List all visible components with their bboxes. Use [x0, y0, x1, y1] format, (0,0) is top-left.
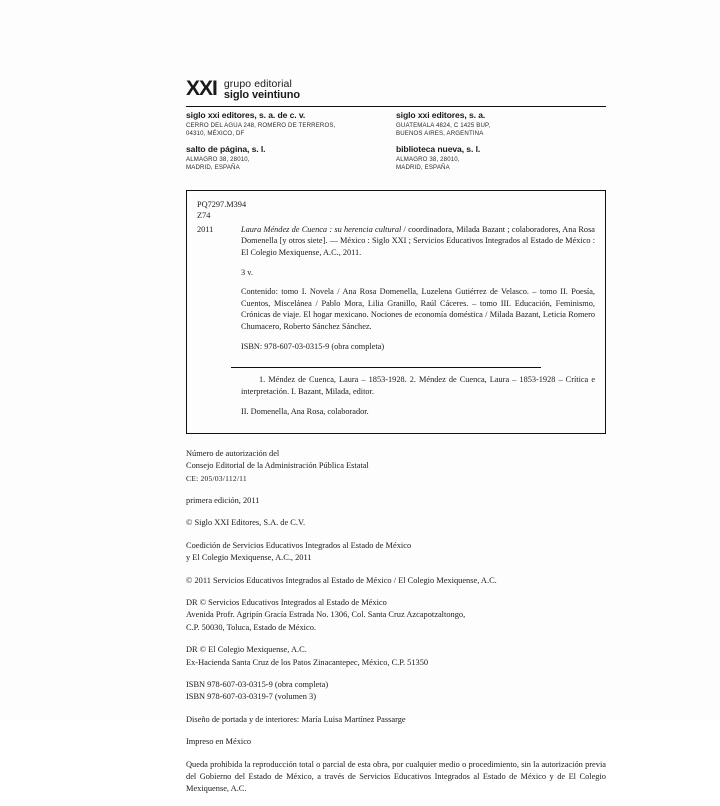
edition-statement: primera edición, 2011 [186, 495, 260, 505]
authorization-number [186, 448, 606, 485]
cip-title-statement [241, 224, 595, 258]
imprint-siglo-xxi-mexico [186, 111, 396, 138]
imprint-address-line: 04310, MÉXICO, DF [186, 129, 245, 137]
cip-subject-headings: 1. Méndez de Cuenca, Laura – 1853-1928. 2. Méndez de Cuenca, Laura – 1853-1928 – Crítica e interpretación. I. Bazant, Milada, editor. [241, 375, 595, 396]
isbn-block [186, 679, 606, 704]
design-credit: Diseño de portada y de interiores: María Luisa Martínez Passarge [186, 714, 406, 724]
imprint-biblioteca-nueva [396, 145, 606, 172]
imprint-siglo-xxi-argentina [396, 111, 606, 138]
masthead-divider [186, 106, 606, 107]
call-number-line-2: Z74 [197, 211, 211, 221]
cip-isbn: ISBN: 978-607-03-0315-9 (obra completa) [241, 342, 385, 352]
rights-seiem-line-1: DR © Servicios Educativos Integrados al Estado de México [186, 597, 387, 607]
rights-seiem-line-3: C.P. 50030, Toluca, Estado de México. [186, 622, 316, 632]
cip-subject-divider [231, 367, 541, 368]
rights-colegio-line-2: Ex-Hacienda Santa Cruz de los Patos Zinacantepec, México, C.P. 51350 [186, 657, 429, 667]
imprint-name: biblioteca nueva, s. l. [396, 144, 481, 155]
publisher-logo-line1: grupo editorial [223, 78, 292, 90]
copyright-publisher: © Siglo XXI Editores, S.A. de C.V. [186, 518, 306, 528]
publisher-logo-line2: siglo veintiuno [223, 88, 300, 101]
authorization-line-2: Consejo Editorial de la Administración Pública Estatal [186, 461, 369, 471]
imprint-name: salto de página, s. l. [186, 144, 266, 155]
imprint-address-line: ALMAGRO 38, 28010, [396, 155, 460, 163]
cip-body [241, 224, 595, 362]
imprint-salto-de-pagina [186, 145, 396, 172]
imprint-list [186, 111, 606, 180]
cip-year: 2011 [197, 224, 214, 234]
rights-reserved-notice: Queda prohibida la reproducción total o parcial de esta obra, por cualquier medio o procedimiento, sin la autorización previa del Gobierno del Estado de México, a través de Servicios Educativos Integrados al Estado de México y de El Colegio Mexiquense, A.C. [186, 759, 606, 794]
imprint-name: siglo xxi editores, s. a. [396, 110, 486, 120]
cip-statement-of-responsibility: / coordinadora, Milada Bazant ; colaboradores, Ana Rosa Domenella [y otros siete]. — México : Siglo XXI ; Servicios Educativos Integrados al Estado de México : El Colegio Mexiquense, A.C., 2011. [241, 224, 595, 257]
isbn-obra-completa: ISBN 978-607-03-0315-9 (obra completa) [186, 679, 329, 689]
imprint-address-line: CERRO DEL AGUA 248, ROMERO DE TERREROS, [186, 121, 336, 129]
authorization-line-1: Número de autorización del [186, 448, 280, 458]
rights-colegio [186, 644, 606, 669]
imprint-column-right [396, 111, 606, 180]
rights-seiem [186, 597, 606, 634]
publisher-logo [186, 78, 606, 100]
cip-added-entries: II. Domenella, Ana Rosa, colaborador. [241, 407, 369, 417]
imprint-address-line: MADRID, ESPAÑA [396, 164, 450, 172]
cip-box-fade [188, 419, 604, 433]
imprint-column-left [186, 111, 396, 180]
copyright-coedition: © 2011 Servicios Educativos Integrados al Estado de México / El Colegio Mexiquense, A.C. [186, 575, 497, 585]
imprint-address-line: MADRID, ESPAÑA [186, 164, 240, 172]
printed-in: Impreso en México [186, 737, 252, 747]
coedition-line-2: y El Colegio Mexiquense, A.C., 2011 [186, 553, 312, 563]
cip-record-box [186, 190, 606, 434]
publisher-logo-text [224, 78, 300, 100]
coedition-line-1: Coedición de Servicios Educativos Integrados al Estado de México [186, 540, 412, 550]
rights-seiem-line-2: Avenida Profr. Agripín Gracía Estrada No. 1306, Col. Santa Cruz Azcapotzaltongo, [186, 610, 466, 620]
authorization-code: CE: 205/03/112/11 [186, 473, 247, 483]
page-content [186, 78, 606, 806]
imprint-address-line: BUENOS AIRES, ARGENTINA [396, 129, 484, 137]
imprint-address-line: ALMAGRO 38, 28010, [186, 155, 250, 163]
call-number-line-1: PQ7297.M394 [197, 199, 247, 209]
isbn-volumen: ISBN 978-607-03-0319-7 (volumen 3) [186, 692, 317, 702]
cip-extent: 3 v. [241, 268, 253, 278]
legal-block [186, 448, 606, 796]
cip-title-italic: Laura Méndez de Cuenca : su herencia cultural [241, 224, 402, 234]
call-number-block [197, 199, 595, 222]
cip-main [197, 224, 595, 362]
cip-contents-note: Contenido: tomo I. Novela / Ana Rosa Domenella, Luzelena Gutiérrez de Velasco. – tomo II. Poesía, Cuentos, Miscelánea / Pablo Mora, Lilia Granillo, Raúl Cáceres. – tomo III. Educación, Feminismo, Crónicas de viaje. El hogar mexicano. Nociones de economía doméstica / Milada Bazant, Leticia Romero Chumacero, Roberto Sánchez Sánchez. [241, 287, 595, 331]
siglo-xxi-mark-icon: XXI [186, 77, 217, 100]
imprint-name: siglo xxi editores, s. a. de c. v. [186, 110, 306, 120]
imprint-address-line: GUATEMALA 4824, C 1425 BUP, [396, 121, 491, 129]
rights-colegio-line-1: DR © El Colegio Mexiquense, A.C. [186, 645, 307, 655]
coedition-statement [186, 540, 606, 565]
